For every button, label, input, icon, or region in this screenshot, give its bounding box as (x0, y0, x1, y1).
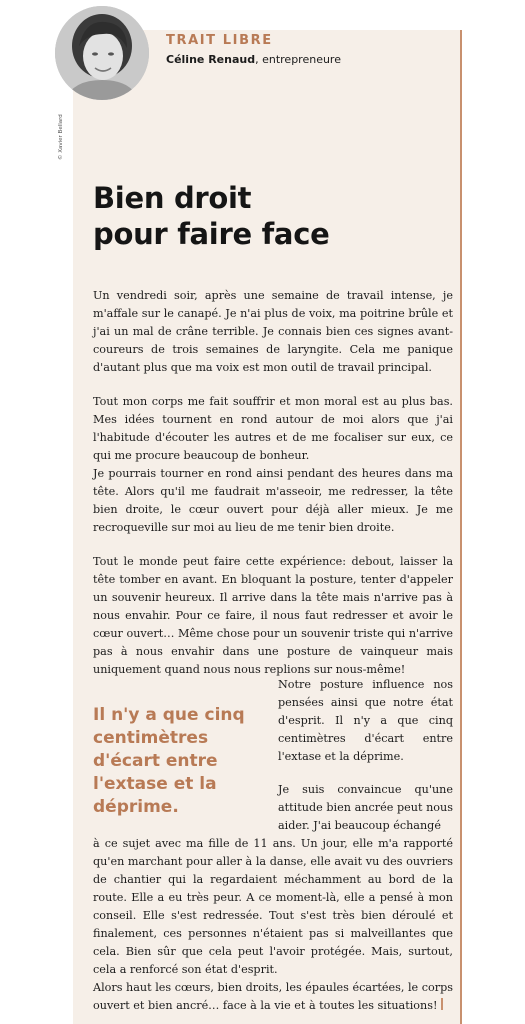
rubric-label: TRAIT LIBRE (166, 33, 273, 48)
paragraph-1: Un vendredi soir, après une semaine de travail intense, je m'affale sur le canapé. Je n'ai plus de voix, ma poitrine brûle et j'ai un mal de crâne terrible. Je connais bien ces signes avant-coureurs de trois semaines de laryngite. Cela me panique d'autant plus que ma voix est mon outil de travail principal. (93, 289, 453, 374)
paragraph-7: à ce sujet avec ma fille de 11 ans. Un jour, elle m'a rapporté qu'en marchant pour aller à la danse, elle avait vu des ouvriers de chantier qui la regardaient méchamment au bord de la route. Elle a eu très peur. A ce moment-là, elle a pensé à mon conseil. Elle s'est redressée. Tout s'est très bien déroulé et finalement, ces personnes n'étaient pas si malveillantes que cela. Bien sûr que cela peut l'avoir protégée. Mais, surtout, cela a renforcé son état d'esprit. (93, 837, 453, 976)
title-line-1: Bien droit (93, 181, 252, 215)
photo-credit: © Xavier Bellard (58, 114, 64, 160)
author-avatar (55, 6, 149, 100)
paragraph-8-text: Alors haut les cœurs, bien droits, les épaules écartées, le corps ouvert et bien ancré… face à la vie et à toutes les situations! (93, 981, 453, 1012)
paragraph-5: Notre posture influence nos pensées ainsi que notre état d'esprit. Il n'y a que cinq centimètres d'écart entre l'extase et la déprime. (278, 678, 453, 763)
pull-quote: Il n'y a que cinq centimètres d'écart entre l'extase et la déprime. (93, 705, 245, 817)
author-line (166, 53, 341, 66)
paragraph-4: Tout le monde peut faire cette expérience: debout, laisser la tête tomber en avant. En bloquant la posture, tenter d'appeler un souvenir heureux. Il arrive dans la tête mais n'arrive pas à nous envahir. Pour ce faire, il nous faut redresser et avoir le cœur ouvert… Même chose pour un souvenir triste qui n'arrive pas à nous envahir dans une posture de vainqueur mais uniquement quand nous nous replions sur nous-même! (93, 555, 453, 676)
paragraph-6: Je suis convaincue qu'une attitude bien ancrée peut nous aider. J'ai beaucoup échangé (278, 783, 453, 832)
paragraph-8 (93, 979, 453, 1015)
author-name: Céline Renaud (166, 53, 256, 66)
paragraph-3: Je pourrais tourner en rond ainsi pendant des heures dans ma tête. Alors qu'il me faudrait m'asseoir, me redresser, la tête bien droite, le cœur ouvert pour déjà aller mieux. Je me recroqueville sur moi au lieu de me tenir bien droite. (93, 467, 453, 534)
article-title (93, 180, 453, 252)
end-mark (441, 998, 443, 1010)
author-role: , entrepreneure (255, 53, 341, 66)
right-accent-rule (460, 30, 462, 1024)
paragraph-2: Tout mon corps me fait souffrir et mon moral est au plus bas. Mes idées tournent en rond autour de moi alors que j'ai l'habitude d'écouter les autres et de me focaliser sur eux, ce qui me procure beaucoup de bonheur. (93, 395, 453, 462)
title-line-2: pour faire face (93, 217, 330, 251)
